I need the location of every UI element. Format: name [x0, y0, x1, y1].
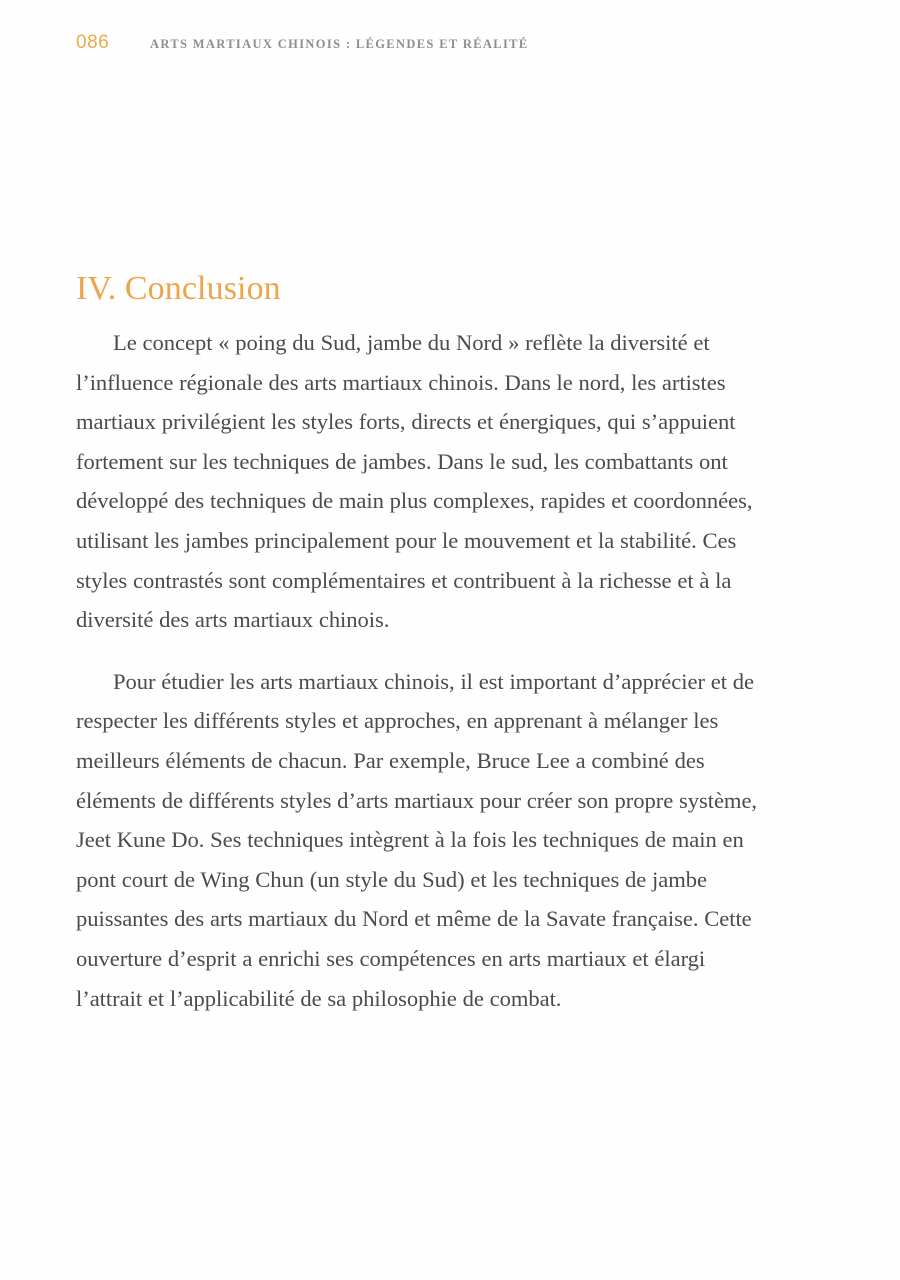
paragraph: Le concept « poing du Sud, jambe du Nord » reflète la diversité et l’influence régionale des arts martiaux chinois. Dans le nord, les artistes martiaux privilégient les styles forts, directs et énergiques, qui s’appuient fortement sur les techniques de jambes. Dans le sud, les combattants ont développé des techniques de main plus complexes, rapides et coordonnées, utilisant les jambes principalement pour le mouvement et la stabilité. Ces styles contrastés sont complémentaires et contribuent à la richesse et à la diversité des arts martiaux chinois. — [76, 330, 753, 633]
running-head — [76, 33, 824, 59]
running-title: ARTS MARTIAUX CHINOIS : LÉGENDES ET RÉALITÉ — [150, 37, 529, 51]
page-number: 086 — [76, 32, 110, 53]
body-text — [76, 323, 762, 1018]
paragraph: Pour étudier les arts martiaux chinois, il est important d’apprécier et de respecter les différents styles et approches, en apprenant à mélanger les meilleurs éléments de chacun. Par exemple, Bruce Lee a combiné des éléments de différents styles d’arts martiaux pour créer son propre système, Jeet Kune Do. Ses techniques intègrent à la fois les techniques de main en pont court de Wing Chun (un style du Sud) et les techniques de jambe puissantes des arts martiaux du Nord et même de la Savate française. Cette ouverture d’esprit a enrichi ses compétences en arts martiaux et élargi l’attrait et l’applicabilité de sa philosophie de combat. — [76, 668, 758, 1011]
section-heading: IV. Conclusion — [76, 269, 281, 307]
